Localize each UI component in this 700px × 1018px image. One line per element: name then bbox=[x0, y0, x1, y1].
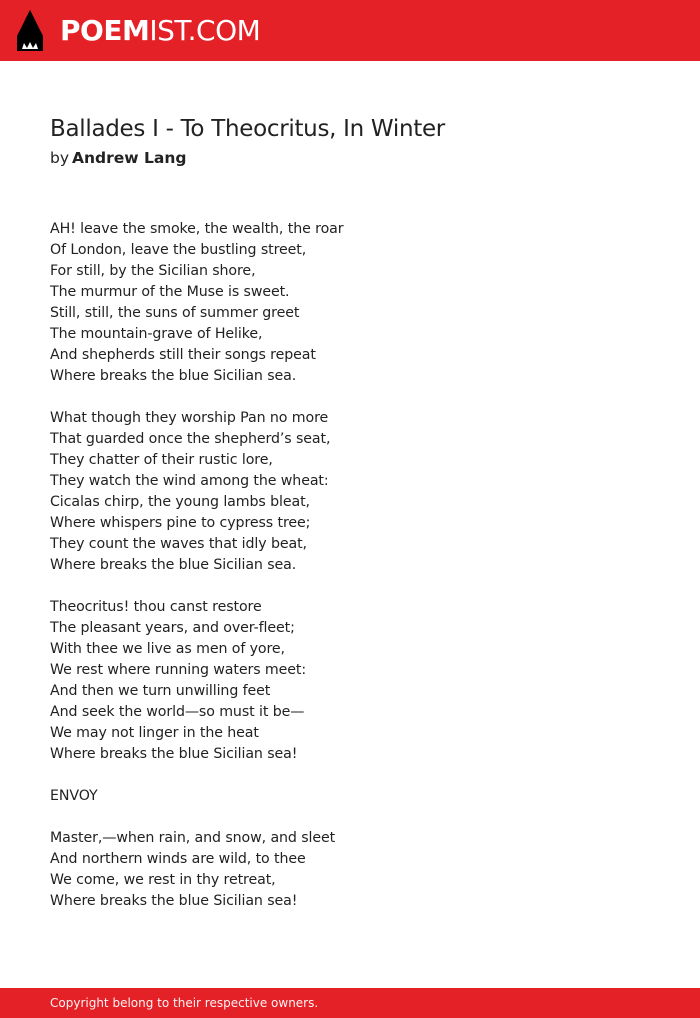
poem-line: Where breaks the blue Sicilian sea! bbox=[50, 746, 298, 762]
poem-line: They chatter of their rustic lore, bbox=[50, 452, 273, 468]
site-brand bbox=[60, 9, 260, 53]
poem-stanza bbox=[50, 828, 650, 912]
poem-line: For still, by the Sicilian shore, bbox=[50, 263, 256, 279]
poem-line: They count the waves that idly beat, bbox=[50, 536, 307, 552]
poem-author: Andrew Lang bbox=[72, 149, 187, 167]
poem-line: That guarded once the shepherd’s seat, bbox=[50, 431, 331, 447]
site-logo-link[interactable] bbox=[16, 9, 260, 53]
pencil-tip-icon bbox=[16, 9, 44, 53]
poem-line: Master,—when rain, and snow, and sleet bbox=[50, 830, 336, 846]
site-footer bbox=[0, 988, 700, 1018]
poem-line: They watch the wind among the wheat: bbox=[50, 473, 329, 489]
poem-line: ENVOY bbox=[50, 788, 98, 804]
poem-line: Of London, leave the bustling street, bbox=[50, 242, 307, 258]
poem-byline bbox=[50, 149, 186, 167]
poem-line: Where breaks the blue Sicilian sea. bbox=[50, 368, 297, 384]
poem-line: Still, still, the suns of summer greet bbox=[50, 305, 300, 321]
brand-light: IST.COM bbox=[149, 14, 261, 47]
poem-stanza bbox=[50, 786, 650, 807]
by-label: by bbox=[50, 149, 70, 167]
poem-stanza bbox=[50, 408, 650, 576]
poem-line: What though they worship Pan no more bbox=[50, 410, 329, 426]
poem-body bbox=[50, 219, 650, 933]
poem-line: We come, we rest in thy retreat, bbox=[50, 872, 276, 888]
poem-line: We rest where running waters meet: bbox=[50, 662, 307, 678]
poem-line: Where breaks the blue Sicilian sea! bbox=[50, 893, 298, 909]
poem-line: And seek the world—so must it be— bbox=[50, 704, 305, 720]
poem-line: Cicalas chirp, the young lambs bleat, bbox=[50, 494, 310, 510]
poem-line: Theocritus! thou canst restore bbox=[50, 599, 262, 615]
poem-line: And then we turn unwilling feet bbox=[50, 683, 271, 699]
poem-stanza bbox=[50, 219, 650, 387]
poem-line: Where whispers pine to cypress tree; bbox=[50, 515, 311, 531]
poem-line: We may not linger in the heat bbox=[50, 725, 259, 741]
poem-line: The pleasant years, and over-fleet; bbox=[50, 620, 295, 636]
poem-line: Where breaks the blue Sicilian sea. bbox=[50, 557, 297, 573]
poem-line: And northern winds are wild, to thee bbox=[50, 851, 306, 867]
poem-line: With thee we live as men of yore, bbox=[50, 641, 285, 657]
poem-line: And shepherds still their songs repeat bbox=[50, 347, 316, 363]
poem-stanza bbox=[50, 597, 650, 765]
poem-line: AH! leave the smoke, the wealth, the roar bbox=[50, 221, 344, 237]
brand-bold: POEM bbox=[60, 14, 150, 47]
poem-title: Ballades I - To Theocritus, In Winter bbox=[50, 116, 445, 142]
poem-line: The murmur of the Muse is sweet. bbox=[50, 284, 290, 300]
site-header bbox=[0, 0, 700, 61]
poem-line: The mountain-grave of Helike, bbox=[50, 326, 263, 342]
copyright-notice: Copyright belong to their respective owners. bbox=[50, 996, 319, 1010]
